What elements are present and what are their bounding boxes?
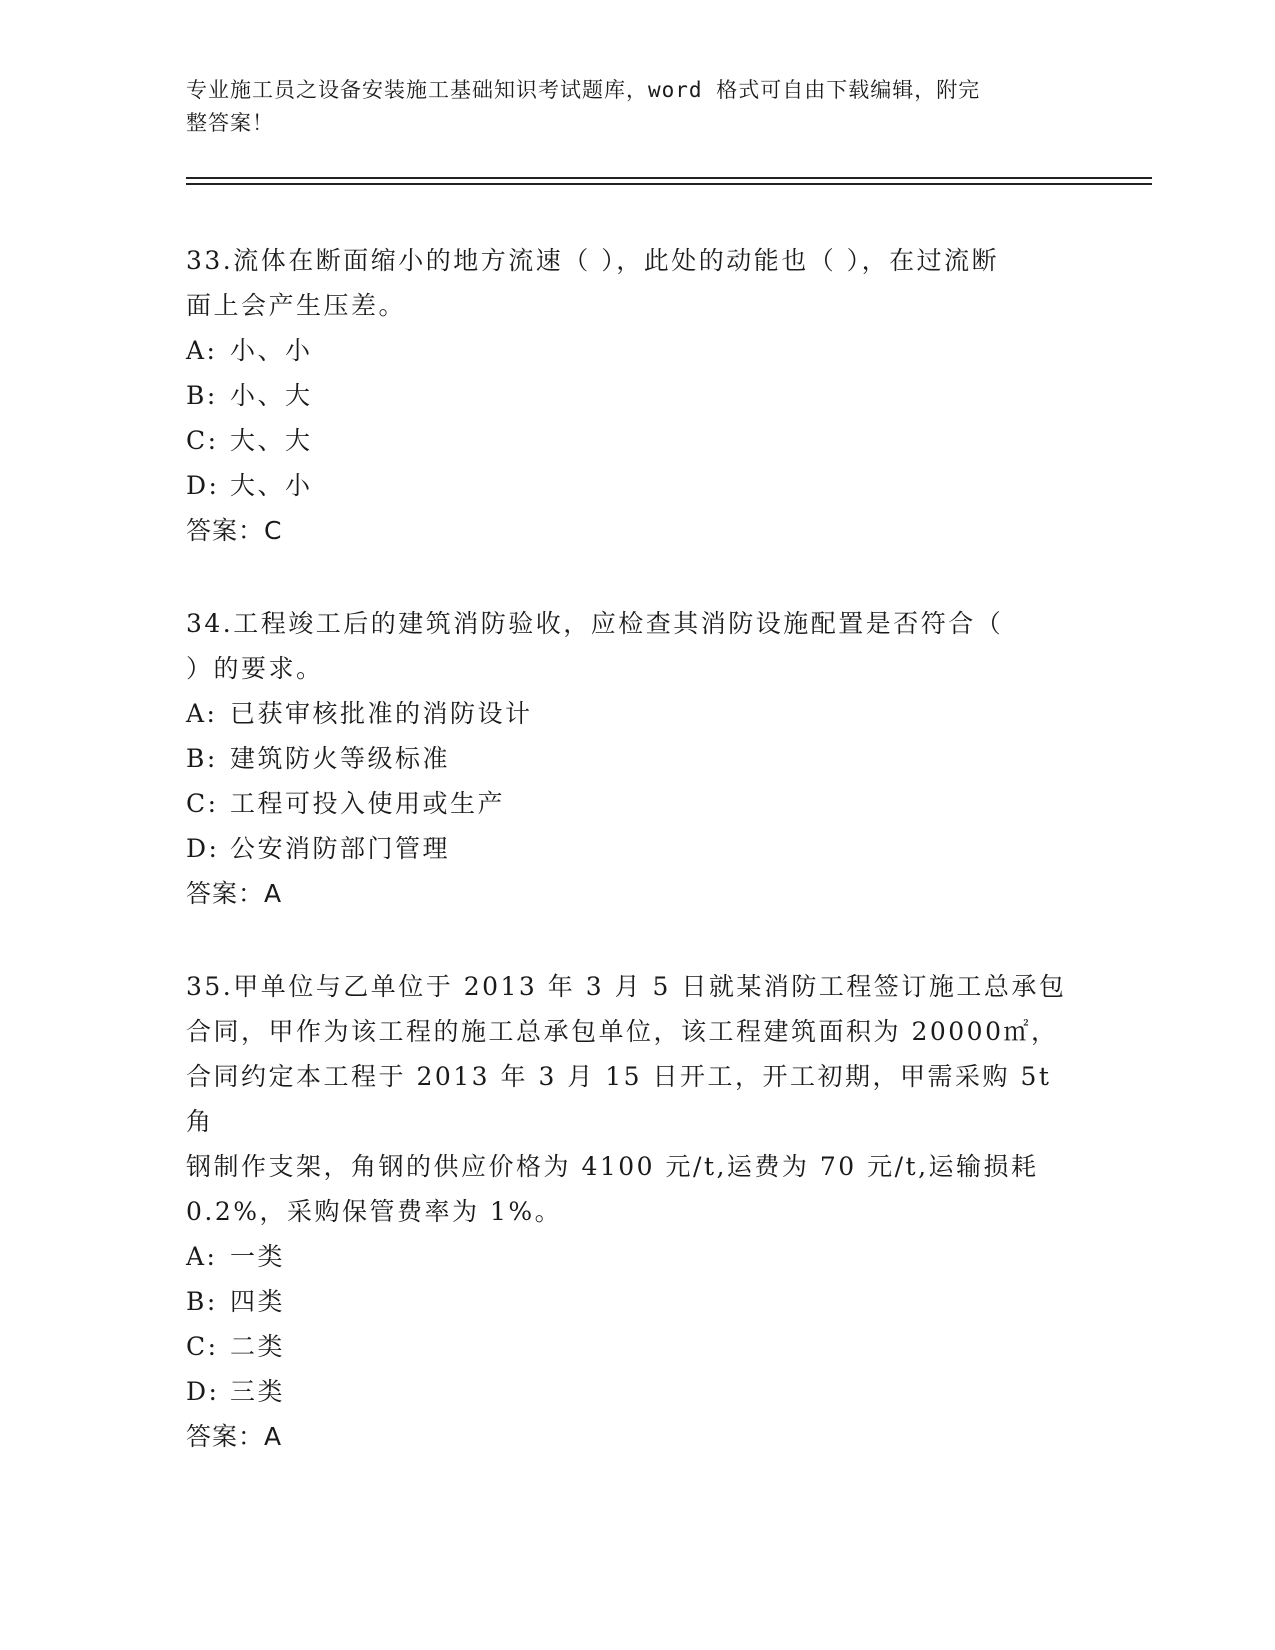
option-text: 公安消防部门管理 xyxy=(230,834,451,863)
header-line-1: 专业施工员之设备安装施工基础知识考试题库，word 格式可自由下载编辑，附完 xyxy=(186,78,981,102)
answer-label: 答案：A xyxy=(186,1422,283,1451)
option-letter: D: xyxy=(186,471,220,500)
stem-line: 钢制作支架，角钢的供应价格为 4100 元/t,运费为 70 元/t,运输损耗 xyxy=(186,1152,1039,1181)
option-letter: B: xyxy=(186,1287,218,1316)
option-d xyxy=(186,463,1086,508)
option-letter: D: xyxy=(186,834,220,863)
question-stem xyxy=(186,601,1086,691)
option-b xyxy=(186,373,1086,418)
option-text: 四类 xyxy=(230,1287,286,1316)
option-text: 小、小 xyxy=(230,336,313,365)
option-letter: B: xyxy=(186,744,218,773)
stem-line: 面上会产生压差。 xyxy=(186,291,407,320)
option-text: 工程可投入使用或生产 xyxy=(230,789,506,818)
header-divider-bottom xyxy=(186,183,1152,185)
option-text: 已获审核批准的消防设计 xyxy=(230,699,533,728)
option-text: 二类 xyxy=(230,1332,286,1361)
option-text: 小、大 xyxy=(230,381,313,410)
option-letter: B: xyxy=(186,381,218,410)
header-divider-top xyxy=(186,177,1152,179)
option-letter: C: xyxy=(186,1332,219,1361)
option-letter: A: xyxy=(186,1242,218,1271)
question-stem xyxy=(186,238,1086,328)
option-b xyxy=(186,736,1086,781)
option-a xyxy=(186,1234,1086,1279)
stem-line: 0.2%，采购保管费率为 1%。 xyxy=(186,1197,563,1226)
option-letter: C: xyxy=(186,789,219,818)
option-b xyxy=(186,1279,1086,1324)
question-33 xyxy=(186,238,1086,553)
option-text: 大、小 xyxy=(230,471,313,500)
option-c xyxy=(186,1324,1086,1369)
question-stem xyxy=(186,964,1086,1234)
stem-line: 34.工程竣工后的建筑消防验收，应检查其消防设施配置是否符合（ xyxy=(186,609,1004,638)
option-a xyxy=(186,328,1086,373)
document-header xyxy=(186,74,1066,140)
stem-line: ）的要求。 xyxy=(186,654,324,683)
option-d xyxy=(186,1369,1086,1414)
option-text: 三类 xyxy=(230,1377,286,1406)
option-c xyxy=(186,781,1086,826)
option-c xyxy=(186,418,1086,463)
question-34 xyxy=(186,601,1086,916)
option-letter: C: xyxy=(186,426,219,455)
option-letter: A: xyxy=(186,336,218,365)
stem-line: 35.甲单位与乙单位于 2013 年 3 月 5 日就某消防工程签订施工总承包 xyxy=(186,972,1067,1001)
question-35 xyxy=(186,964,1086,1459)
header-line-2: 整答案！ xyxy=(186,111,274,135)
option-text: 建筑防火等级标准 xyxy=(230,744,451,773)
option-letter: D: xyxy=(186,1377,220,1406)
stem-line: 33.流体在断面缩小的地方流速（ ），此处的动能也（ ），在过流断 xyxy=(186,246,1000,275)
option-letter: A: xyxy=(186,699,218,728)
option-text: 大、大 xyxy=(230,426,313,455)
option-text: 一类 xyxy=(230,1242,286,1271)
stem-line: 合同约定本工程于 2013 年 3 月 15 日开工，开工初期，甲需采购 5t 角 xyxy=(186,1062,1052,1136)
stem-line: 合同，甲作为该工程的施工总承包单位，该工程建筑面积为 20000㎡， xyxy=(186,1017,1059,1046)
answer-label: 答案：A xyxy=(186,879,283,908)
option-a xyxy=(186,691,1086,736)
answer-label: 答案：C xyxy=(186,516,283,545)
option-d xyxy=(186,826,1086,871)
